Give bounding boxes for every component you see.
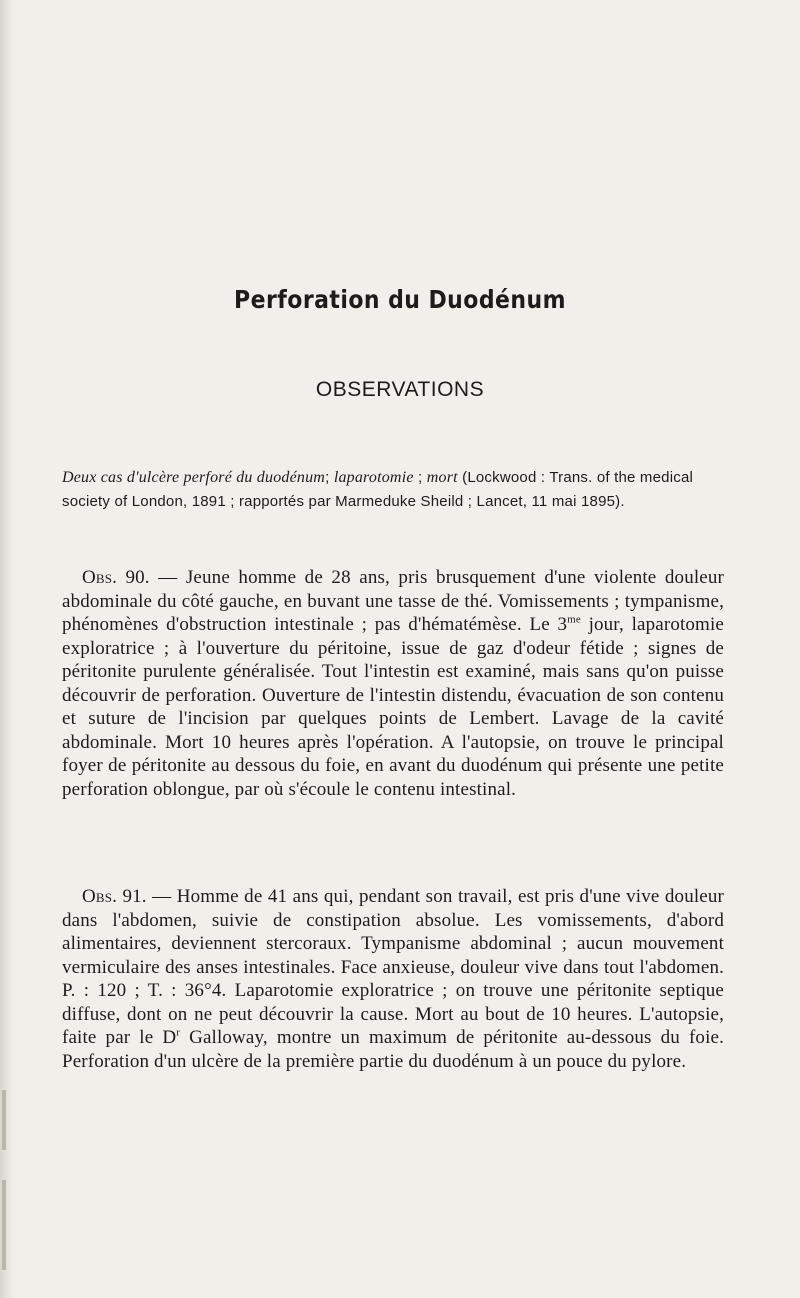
observation-paragraph [62,885,724,1073]
source-italic-title: Deux cas d'ulcère perforé du duodénum [62,469,326,486]
observation-text: Galloway, montre un maximum de péritonite au-dessous du foie. Perforation d'un ulcère de la première partie du duodénum à un pouce du pylore. [62,1027,724,1072]
source-separator: ; [325,469,334,486]
source-italic-outcome: mort [426,469,458,486]
section-heading: OBSERVATIONS [315,378,485,401]
title-superscript: r [176,1026,181,1039]
source-separator: ; [413,469,427,486]
page-title: Perforation du Duodénum [234,285,566,314]
source-reference [62,466,722,514]
observation-text: — Jeune homme de 28 ans, pris brusquement d'une violente douleur abdominale du côté gauche, en buvant une tasse de thé. Vomissements ; tympanisme, phénomènes d'obstruction intestinale ; pas d'hématémèse. Le 3 [62,567,724,635]
observation-label: Obs. 91. [82,886,147,907]
binding-shadow [2,1090,6,1150]
page-binding-edge [0,0,14,1298]
ordinal-superscript: me [567,613,581,626]
source-italic-procedure: laparotomie [333,469,414,486]
observation-text: jour, laparotomie exploratrice ; à l'ouverture du péritoine, issue de gaz d'odeur fétide ; signes de péritonite purulente généralisée. Tout l'intestin est examiné, mais sans qu'on puisse découvrir de perforation. Ouverture de l'intestin distendu, évacuation de son contenu et suture de l'incision par quelques points de Lembert. Lavage de la cavité abdominale. Mort 10 heures après l'opération. A l'autopsie, on trouve le principal foyer de péritonite au dessous du foie, en avant du duodénum qui présente une petite perforation oblongue, par où s'écoule le contenu intestinal. [62,614,724,800]
observation-paragraph [62,566,724,801]
binding-shadow [2,1180,6,1270]
observation-text: — Homme de 41 ans qui, pendant son travail, est pris d'une vive douleur dans l'abdomen, suivie de constipation absolue. Les vomissements, d'abord alimentaires, deviennent stercoraux. Tympanisme abdominal ; aucun mouvement vermiculaire des anses intestinales. Face anxieuse, douleur vive dans tout l'abdomen. P. : 120 ; T. : 36°4. Laparotomie exploratrice ; on trouve une péritonite septique diffuse, dont on ne peut découvrir la cause. Mort au bout de 10 heures. L'autopsie, faite par le D [62,886,724,1048]
source-citation: (Lockwood : Trans. of the medical society of London, 1891 ; rapportés par Marmeduke Sheild ; Lancet, 11 mai 1895). [62,469,694,510]
observation-label: Obs. 90. [82,567,150,588]
